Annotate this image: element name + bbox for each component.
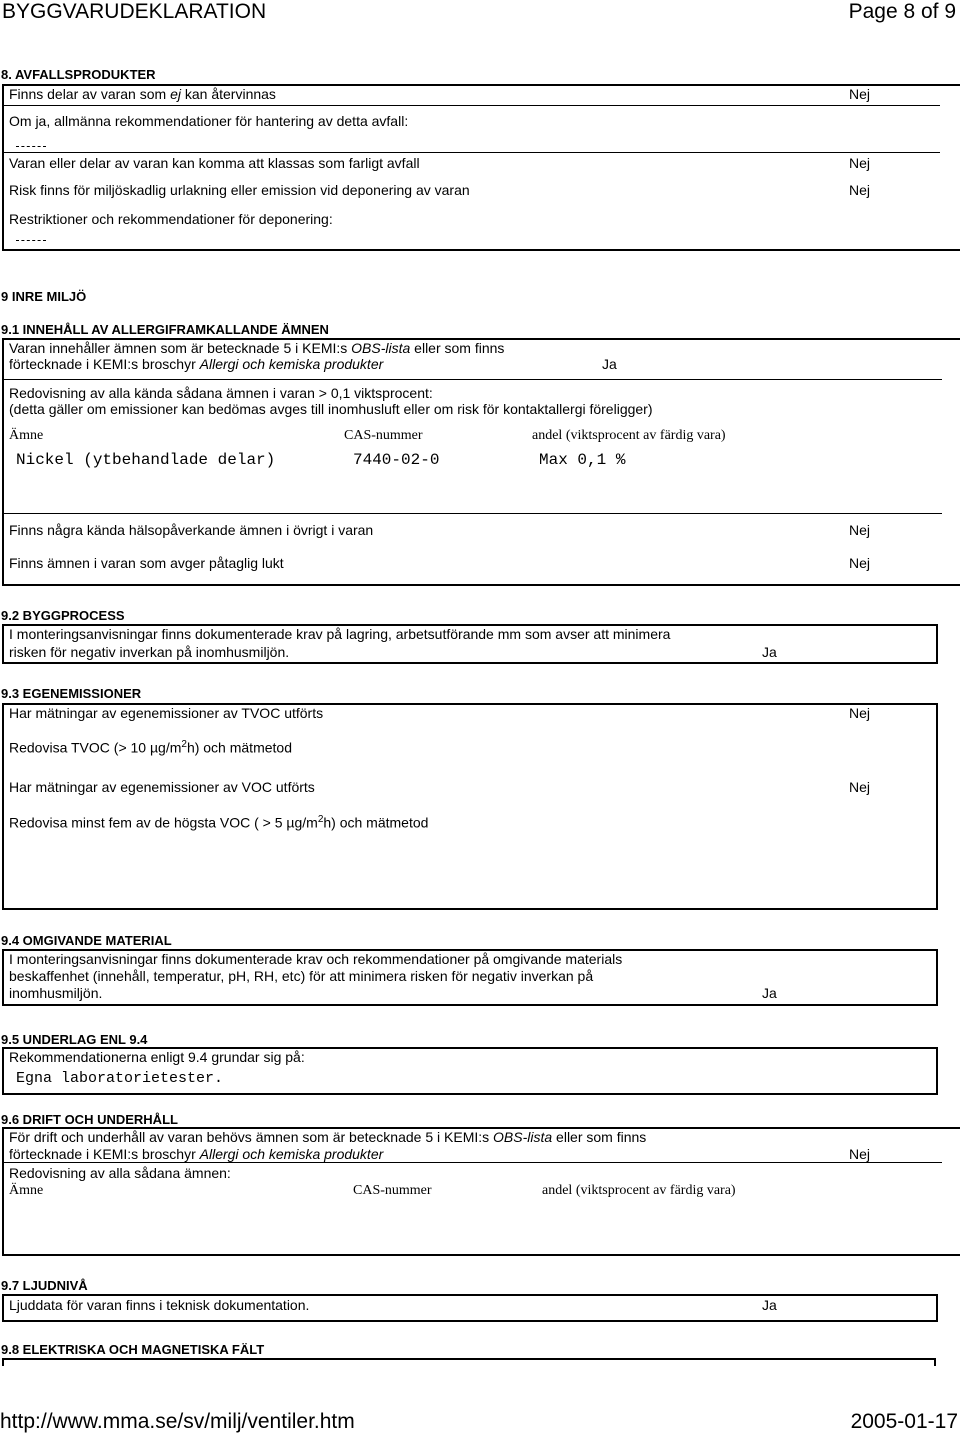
col-header-cas: CAS-nummer bbox=[344, 428, 423, 443]
s96-line3: Redovisning av alla sådana ämnen: bbox=[9, 1165, 231, 1181]
s93-q3-answer: Nej bbox=[849, 779, 871, 795]
s91-smell-answer: Nej bbox=[849, 555, 871, 571]
s91-smell-question: Finns ämnen i varan som avger påtaglig lukt bbox=[9, 555, 284, 571]
cell-cas: 7440-02-0 bbox=[353, 451, 440, 469]
page-number: Page 8 of 9 bbox=[848, 0, 956, 23]
s8-q2: Om ja, allmänna rekommendationer för hantering av detta avfall: bbox=[9, 113, 409, 129]
col-header-share: andel (viktsprocent av färdig vara) bbox=[532, 428, 726, 443]
s96-col-header-share: andel (viktsprocent av färdig vara) bbox=[542, 1183, 736, 1198]
s96-col-header-cas: CAS-nummer bbox=[353, 1183, 432, 1198]
divider bbox=[2, 1162, 942, 1163]
section-9-7-heading: 9.7 LJUDNIVÅ bbox=[1, 1278, 88, 1293]
s93-q3: Har mätningar av egenemissioner av VOC utförts bbox=[9, 779, 315, 795]
s96-col-header-substance: Ämne bbox=[9, 1183, 44, 1198]
s8-q1: Finns delar av varan som ej kan återvinnas bbox=[9, 86, 276, 102]
col-header-substance: Ämne bbox=[9, 428, 44, 443]
s96-line2: förtecknade i KEMI:s broschyr Allergi och kemiska produkter bbox=[9, 1146, 384, 1162]
section-9-8-heading: 9.8 ELEKTRISKA OCH MAGNETISKA FÄLT bbox=[1, 1342, 265, 1357]
s92-line2: risken för negativ inverkan på inomhusmiljön. bbox=[9, 644, 290, 660]
s8-q5: Restriktioner och rekommendationer för deponering: bbox=[9, 211, 333, 227]
s95-line1: Rekommendationerna enligt 9.4 grundar sig på: bbox=[9, 1049, 305, 1065]
cell-share: Max 0,1 % bbox=[539, 451, 626, 469]
s91-line1: Varan innehåller ämnen som är betecknade 5 i KEMI:s OBS-lista eller som finns bbox=[9, 340, 505, 356]
s94-answer: Ja bbox=[762, 985, 777, 1001]
s91-line4: (detta gäller om emissioner kan bedömas avges till inomhusluft eller om risk för kontaktallergi föreligger) bbox=[9, 401, 653, 417]
s96-answer: Nej bbox=[849, 1146, 871, 1162]
s94-line1: I monteringsanvisningar finns dokumenterade krav och rekommendationer på omgivande materials bbox=[9, 951, 623, 967]
s94-line3: inomhusmiljön. bbox=[9, 985, 103, 1001]
empty-value bbox=[16, 240, 46, 241]
s8-q4-answer: Nej bbox=[849, 182, 871, 198]
s91-answer: Ja bbox=[602, 356, 617, 372]
section-9-2-heading: 9.2 BYGGPROCESS bbox=[1, 608, 125, 623]
s95-value: Egna laboratorietester. bbox=[16, 1070, 224, 1087]
section-9-8-box-right bbox=[934, 1358, 936, 1366]
s92-answer: Ja bbox=[762, 644, 777, 660]
s94-line2: beskaffenhet (innehåll, temperatur, pH, RH, etc) för att minimera risken för negativ inverkan på bbox=[9, 968, 594, 984]
section-9-4-heading: 9.4 OMGIVANDE MATERIAL bbox=[1, 933, 172, 948]
s97-answer: Ja bbox=[762, 1297, 777, 1313]
s93-q1: Har mätningar av egenemissioner av TVOC utförts bbox=[9, 705, 324, 721]
section-9-3-box bbox=[2, 703, 938, 910]
s96-line1: För drift och underhåll av varan behövs ämnen som är betecknade 5 i KEMI:s OBS-lista eller som finns bbox=[9, 1129, 647, 1145]
s91-line3: Redovisning av alla kända sådana ämnen i varan > 0,1 viktsprocent: bbox=[9, 385, 433, 401]
section-9-6-heading: 9.6 DRIFT OCH UNDERHÅLL bbox=[1, 1112, 178, 1127]
s93-q2: Redovisa TVOC (> 10 $\mu g/m^2h$) och mätmetod bbox=[9, 739, 292, 756]
s8-q1-answer: Nej bbox=[849, 86, 871, 102]
divider bbox=[2, 152, 940, 153]
divider bbox=[2, 105, 940, 106]
footer-date: 2005-01-17 bbox=[850, 1410, 958, 1433]
divider bbox=[2, 513, 942, 514]
s91-line2: förtecknade i KEMI:s broschyr Allergi och kemiska produkter bbox=[9, 356, 384, 372]
cell-substance: Nickel (ytbehandlade delar) bbox=[16, 451, 276, 469]
divider bbox=[2, 379, 942, 380]
section-8-heading: 8. AVFALLSPRODUKTER bbox=[1, 67, 156, 82]
section-9-1-heading: 9.1 INNEHÅLL AV ALLERGIFRAMKALLANDE ÄMNEN bbox=[1, 322, 329, 337]
document-title: BYGGVARUDEKLARATION bbox=[2, 0, 267, 23]
section-9-5-heading: 9.5 UNDERLAG ENL 9.4 bbox=[1, 1032, 148, 1047]
s91-health-answer: Nej bbox=[849, 522, 871, 538]
s8-q3: Varan eller delar av varan kan komma att klassas som farligt avfall bbox=[9, 155, 420, 171]
s97-line1: Ljuddata för varan finns i teknisk dokumentation. bbox=[9, 1297, 310, 1313]
s92-line1: I monteringsanvisningar finns dokumenterade krav på lagring, arbetsutförande mm som avser att minimera bbox=[9, 626, 671, 642]
section-9-8-box-top bbox=[2, 1358, 936, 1360]
s93-q4: Redovisa minst fem av de högsta VOC ( > 5 $\mu g/m^2h$) och mätmetod bbox=[9, 814, 429, 831]
section-9-3-heading: 9.3 EGENEMISSIONER bbox=[1, 686, 142, 701]
s8-q4: Risk finns för miljöskadlig urlakning eller emission vid deponering av varan bbox=[9, 182, 470, 198]
s8-q3-answer: Nej bbox=[849, 155, 871, 171]
s93-q1-answer: Nej bbox=[849, 705, 871, 721]
s91-health-question: Finns några kända hälsopåverkande ämnen i övrigt i varan bbox=[9, 522, 374, 538]
empty-value bbox=[16, 146, 46, 147]
section-9-8-box-left bbox=[2, 1358, 4, 1366]
section-9-heading: 9 INRE MILJÖ bbox=[1, 289, 87, 304]
footer-url[interactable]: http://www.mma.se/sv/milj/ventiler.htm bbox=[0, 1410, 355, 1433]
